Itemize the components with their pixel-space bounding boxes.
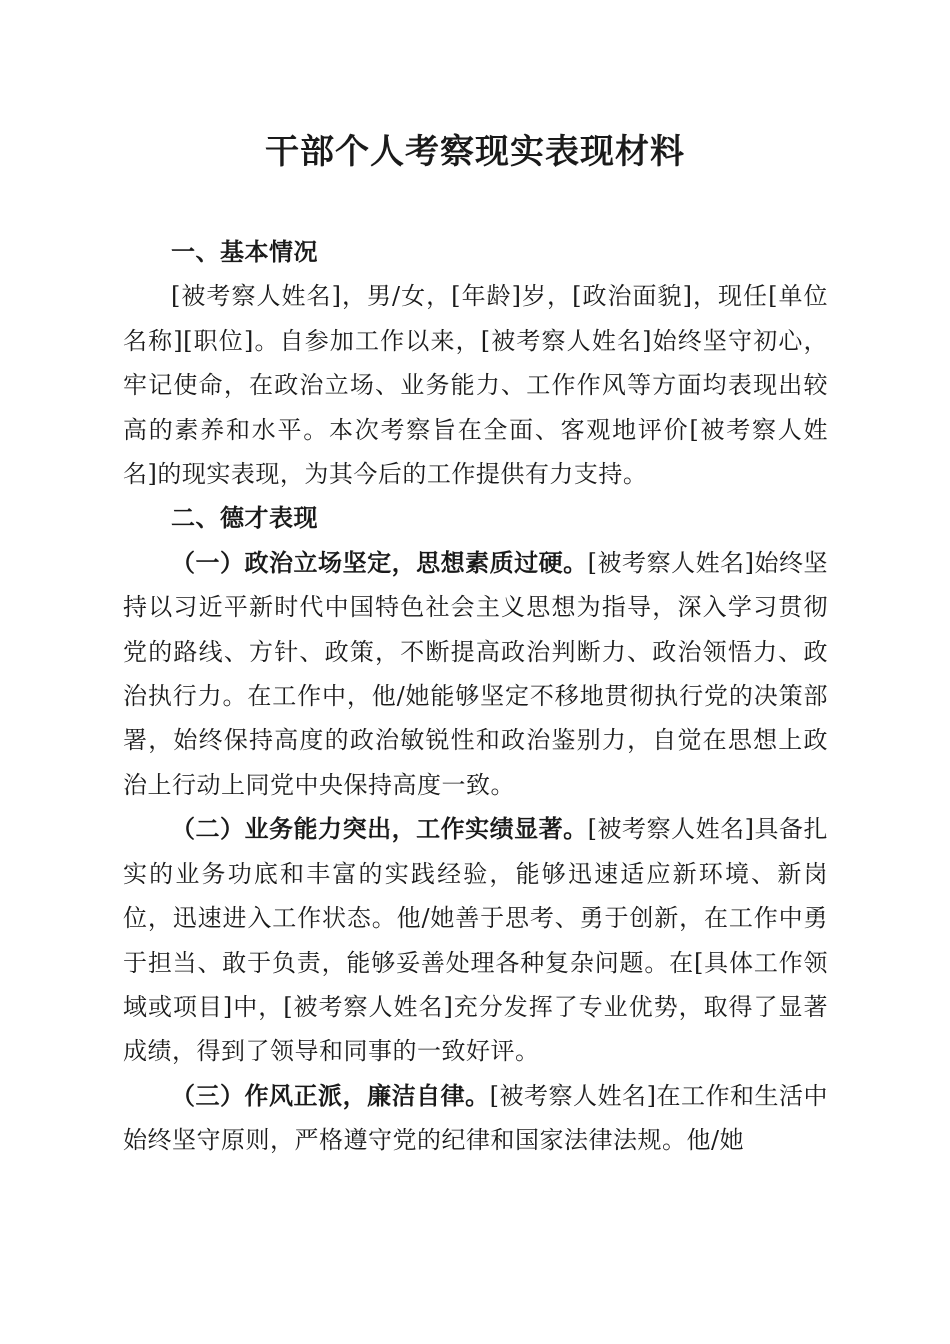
paragraph-basic-info	[123, 274, 828, 496]
paragraph-text: [被考察人姓名]始终坚持以习近平新时代中国特色社会主义思想为指导，深入学习贯彻党的路线、方针、政策，不断提高政治判断力、政治领悟力、政治执行力。在工作中，他/她能够坚定不移地贯彻执行党的决策部署，始终保持高度的政治敏锐性和政治鉴别力，自觉在思想上政治上行动上同党中央保持高度一致。	[123, 548, 828, 799]
paragraph-text: [被考察人姓名]在工作和生活中始终坚守原则，严格遵守党的纪律和国家法律法规。他/她	[123, 1081, 829, 1155]
section-heading-basic-info: 一、基本情况	[171, 238, 318, 266]
document-title: 干部个人考察现实表现材料	[265, 132, 685, 172]
paragraph-text: [被考察人姓名]，男/女，[年龄]岁，[政治面貌]，现任[单位名称][职位]。自参加工作以来，[被考察人姓名]始终坚守初心，牢记使命，在政治立场、业务能力、工作作风等方面均表现出较高的素养和水平。本次考察旨在全面、客观地评价[被考察人姓名]的现实表现，为其今后的工作提供有力支持。	[123, 282, 828, 489]
paragraph-political-stance	[123, 541, 828, 807]
document-body	[123, 230, 828, 1163]
paragraph-business-ability	[123, 807, 828, 1073]
section-heading-virtue-talent: 二、德才表现	[171, 504, 318, 533]
paragraph-text: [被考察人姓名]具备扎实的业务功底和丰富的实践经验，能够迅速适应新环境、新岗位，迅速进入工作状态。他/她善于思考、勇于创新，在工作中勇于担当、敢于负责，能够妥善处理各种复杂问题。在[具体工作领域或项目]中，[被考察人姓名]充分发挥了专业优势，取得了显著成绩，得到了领导和同事的一致好评。	[123, 815, 828, 1066]
paragraph-lead: （一）政治立场坚定，思想素质过硬。	[171, 547, 588, 577]
paragraph-lead: （三）作风正派，廉洁自律。	[171, 1080, 490, 1110]
paragraph-lead: （二）业务能力突出，工作实绩显著。	[171, 814, 588, 844]
paragraph-work-style	[123, 1074, 828, 1163]
